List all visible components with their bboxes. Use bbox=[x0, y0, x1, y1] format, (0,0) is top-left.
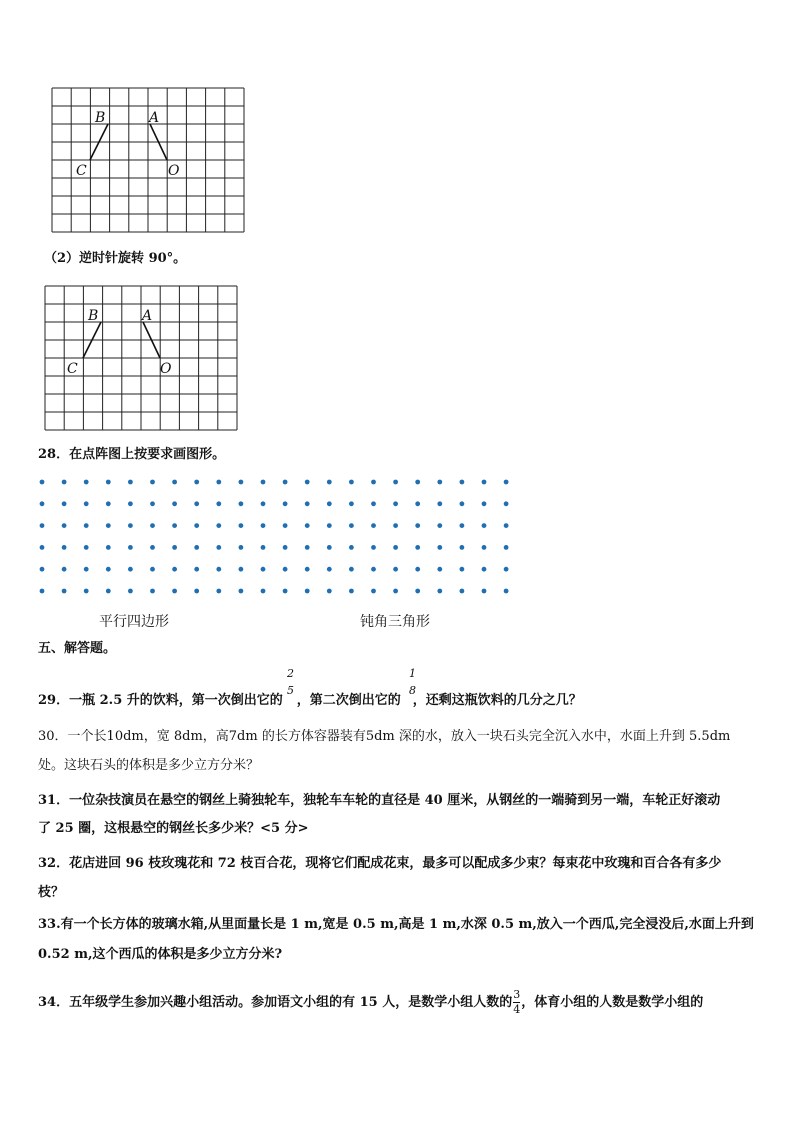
grid-dot bbox=[504, 567, 509, 572]
label-o: O bbox=[160, 361, 172, 377]
grid-dot bbox=[283, 480, 288, 485]
grid-dot bbox=[393, 501, 398, 506]
grid-dot bbox=[239, 480, 244, 485]
q32-line1: 32．花店进回 96 枝玫瑰花和 72 枝百合花，现将它们配成花束，最多可以配成多少束？每束花中玫瑰和百合各有多少 bbox=[38, 856, 722, 871]
grid-figure-2 bbox=[45, 286, 237, 430]
grid-dot bbox=[460, 589, 465, 594]
grid-dot bbox=[437, 545, 442, 550]
grid-dot bbox=[371, 567, 376, 572]
q34-part1: 34．五年级学生参加兴趣小组活动。参加语文小组的有 15 人，是数学小组人数的 bbox=[38, 995, 513, 1010]
label-parallelogram: 平行四边形 bbox=[99, 614, 169, 630]
grid-dot bbox=[482, 545, 487, 550]
grid-dot bbox=[371, 545, 376, 550]
grid-dot bbox=[150, 545, 155, 550]
grid-dot bbox=[349, 523, 354, 528]
grid-dot bbox=[128, 501, 133, 506]
grid-dot bbox=[239, 589, 244, 594]
grid-dot bbox=[482, 523, 487, 528]
q30-line1: 30．一个长10dm，宽 8dm，高7dm 的长方体容器装有5dm 深的水，放入一块石头完全沉入水中，水面上升到 5.5dm bbox=[38, 729, 731, 744]
grid-dot bbox=[415, 589, 420, 594]
grid-dot bbox=[460, 480, 465, 485]
q29-part3: ，还剩这瓶饮料的几分之几？ bbox=[412, 693, 582, 708]
q33-line2: 0.52 m,这个西瓜的体积是多少立方分米? bbox=[38, 947, 283, 962]
grid-dot bbox=[393, 567, 398, 572]
grid-dot bbox=[504, 589, 509, 594]
grid-dot bbox=[62, 523, 67, 528]
grid-dot bbox=[504, 523, 509, 528]
grid-dot bbox=[504, 480, 509, 485]
q34-fraction: $\frac{3}{4}$ bbox=[513, 988, 521, 1016]
grid-dot bbox=[216, 523, 221, 528]
grid-dot bbox=[40, 567, 45, 572]
grid-dot bbox=[216, 589, 221, 594]
grid-dot bbox=[437, 567, 442, 572]
grid-dot bbox=[239, 501, 244, 506]
grid-dot bbox=[482, 589, 487, 594]
grid-dot bbox=[261, 480, 266, 485]
label-c: C bbox=[76, 163, 87, 179]
grid-dot bbox=[283, 523, 288, 528]
grid-dot bbox=[482, 567, 487, 572]
grid-dot bbox=[62, 567, 67, 572]
grid-2-svg bbox=[45, 286, 237, 430]
label-a: A bbox=[149, 110, 160, 126]
label-c: C bbox=[67, 361, 78, 377]
q29-fraction-1: 2 5 bbox=[287, 667, 294, 697]
grid-dot bbox=[40, 480, 45, 485]
grid-dot bbox=[128, 567, 133, 572]
q31-line1: 31．一位杂技演员在悬空的钢丝上骑独轮车，独轮车车轮的直径是 40 厘米，从钢丝的一端骑到另一端，车轮正好滚动 bbox=[38, 793, 721, 808]
grid-dot bbox=[349, 589, 354, 594]
grid-dot bbox=[106, 545, 111, 550]
q29-part2: ，第二次倒出它的 bbox=[296, 693, 401, 708]
q29 bbox=[38, 692, 764, 710]
grid-dot bbox=[194, 480, 199, 485]
grid-dot bbox=[194, 567, 199, 572]
label-o: O bbox=[168, 163, 180, 179]
grid-dot bbox=[172, 523, 177, 528]
grid-dot bbox=[194, 501, 199, 506]
grid-dot bbox=[437, 523, 442, 528]
q34 bbox=[38, 989, 764, 1016]
grid-dot bbox=[239, 545, 244, 550]
label-obtuse-triangle: 钝角三角形 bbox=[360, 614, 430, 630]
grid-figure-1 bbox=[52, 88, 244, 232]
grid-dot bbox=[106, 501, 111, 506]
grid-dot bbox=[194, 589, 199, 594]
grid-dot bbox=[62, 589, 67, 594]
grid-dot bbox=[261, 589, 266, 594]
grid-dot bbox=[327, 589, 332, 594]
grid-dot bbox=[327, 501, 332, 506]
grid-dot bbox=[504, 545, 509, 550]
grid-dot bbox=[305, 567, 310, 572]
grid-dot bbox=[194, 545, 199, 550]
grid-dot bbox=[84, 480, 89, 485]
grid-dot bbox=[482, 501, 487, 506]
grid-dot bbox=[305, 501, 310, 506]
grid-dot bbox=[84, 501, 89, 506]
grid-dot bbox=[283, 501, 288, 506]
grid-dot bbox=[128, 589, 133, 594]
grid-dot bbox=[305, 523, 310, 528]
grid-dot bbox=[128, 523, 133, 528]
grid-dot bbox=[150, 567, 155, 572]
grid-dot bbox=[106, 567, 111, 572]
grid-dot bbox=[62, 480, 67, 485]
q32-line2: 枝？ bbox=[38, 885, 65, 900]
grid-dot bbox=[172, 567, 177, 572]
grid-dot bbox=[150, 480, 155, 485]
grid-dot bbox=[216, 480, 221, 485]
grid-dot bbox=[393, 589, 398, 594]
grid-dot bbox=[371, 480, 376, 485]
grid-dot bbox=[415, 480, 420, 485]
grid-dot bbox=[261, 545, 266, 550]
grid-dot bbox=[393, 523, 398, 528]
grid-dot bbox=[460, 501, 465, 506]
q28-title: 28．在点阵图上按要求画图形。 bbox=[38, 447, 226, 462]
grid-dot bbox=[437, 589, 442, 594]
grid-dot bbox=[62, 545, 67, 550]
q29-fraction-2: 1 8 bbox=[409, 667, 416, 697]
grid-dot bbox=[371, 523, 376, 528]
grid-dot bbox=[393, 480, 398, 485]
grid-dot bbox=[239, 523, 244, 528]
grid-dot bbox=[437, 480, 442, 485]
grid-dot bbox=[239, 567, 244, 572]
grid-dot bbox=[349, 545, 354, 550]
grid-dot bbox=[261, 501, 266, 506]
q30-line2: 处。这块石头的体积是多少立方分米？ bbox=[38, 758, 260, 773]
grid-dot bbox=[327, 567, 332, 572]
grid-dot bbox=[40, 545, 45, 550]
grid-dot bbox=[437, 501, 442, 506]
grid-dot bbox=[460, 567, 465, 572]
grid-dot bbox=[261, 567, 266, 572]
grid-dot bbox=[460, 523, 465, 528]
grid-dot bbox=[327, 545, 332, 550]
grid-dot bbox=[40, 523, 45, 528]
grid-dot bbox=[106, 523, 111, 528]
dot-grid-svg bbox=[36, 476, 516, 598]
grid-dot bbox=[194, 523, 199, 528]
grid-dot bbox=[305, 589, 310, 594]
grid-dot bbox=[305, 480, 310, 485]
grid-dot bbox=[283, 589, 288, 594]
grid-dot bbox=[349, 567, 354, 572]
grid-1-svg bbox=[52, 88, 244, 232]
grid-dot bbox=[283, 567, 288, 572]
grid-dot bbox=[482, 480, 487, 485]
grid-dot bbox=[415, 567, 420, 572]
grid-dot bbox=[327, 480, 332, 485]
grid-dot bbox=[106, 589, 111, 594]
grid-dot bbox=[371, 589, 376, 594]
dot-grid bbox=[36, 476, 516, 598]
q29-part1: 29．一瓶 2.5 升的饮料，第一次倒出它的 bbox=[38, 693, 283, 708]
grid-dot bbox=[216, 545, 221, 550]
grid-dot bbox=[460, 545, 465, 550]
grid-dot bbox=[172, 480, 177, 485]
q33-line1: 33.有一个长方体的玻璃水箱,从里面量长是 1 m,宽是 0.5 m,高是 1 m,水深 0.5 m,放入一个西瓜,完全浸没后,水面上升到 bbox=[38, 917, 754, 932]
grid-dot bbox=[84, 545, 89, 550]
q27-part2-text: （2）逆时针旋转 90°。 bbox=[44, 251, 187, 266]
grid-dot bbox=[415, 545, 420, 550]
grid-dot bbox=[40, 589, 45, 594]
grid-dot bbox=[62, 501, 67, 506]
grid-dot bbox=[283, 545, 288, 550]
grid-dot bbox=[172, 501, 177, 506]
grid-dot bbox=[216, 501, 221, 506]
grid-dot bbox=[150, 501, 155, 506]
grid-dot bbox=[371, 501, 376, 506]
grid-dot bbox=[84, 567, 89, 572]
grid-dot bbox=[128, 545, 133, 550]
grid-dot bbox=[84, 589, 89, 594]
label-a: A bbox=[142, 308, 153, 324]
grid-dot bbox=[150, 589, 155, 594]
q31-line2: 了 25 圈，这根悬空的钢丝长多少米？<5 分> bbox=[38, 821, 309, 836]
grid-dot bbox=[415, 523, 420, 528]
grid-dot bbox=[349, 501, 354, 506]
grid-dot bbox=[349, 480, 354, 485]
grid-dot bbox=[327, 523, 332, 528]
grid-dot bbox=[504, 501, 509, 506]
grid-dot bbox=[150, 523, 155, 528]
section-5-heading: 五、解答题。 bbox=[38, 641, 117, 656]
label-b: B bbox=[88, 308, 99, 324]
grid-dot bbox=[84, 523, 89, 528]
grid-dot bbox=[261, 523, 266, 528]
grid-dot bbox=[172, 589, 177, 594]
grid-dot bbox=[106, 480, 111, 485]
grid-dot bbox=[216, 567, 221, 572]
grid-dot bbox=[40, 501, 45, 506]
grid-dot bbox=[128, 480, 133, 485]
grid-dot bbox=[415, 501, 420, 506]
grid-dot bbox=[172, 545, 177, 550]
label-b: B bbox=[95, 110, 106, 126]
q34-part2: ，体育小组的人数是数学小组的 bbox=[521, 995, 704, 1010]
grid-dot bbox=[305, 545, 310, 550]
grid-dot bbox=[393, 545, 398, 550]
